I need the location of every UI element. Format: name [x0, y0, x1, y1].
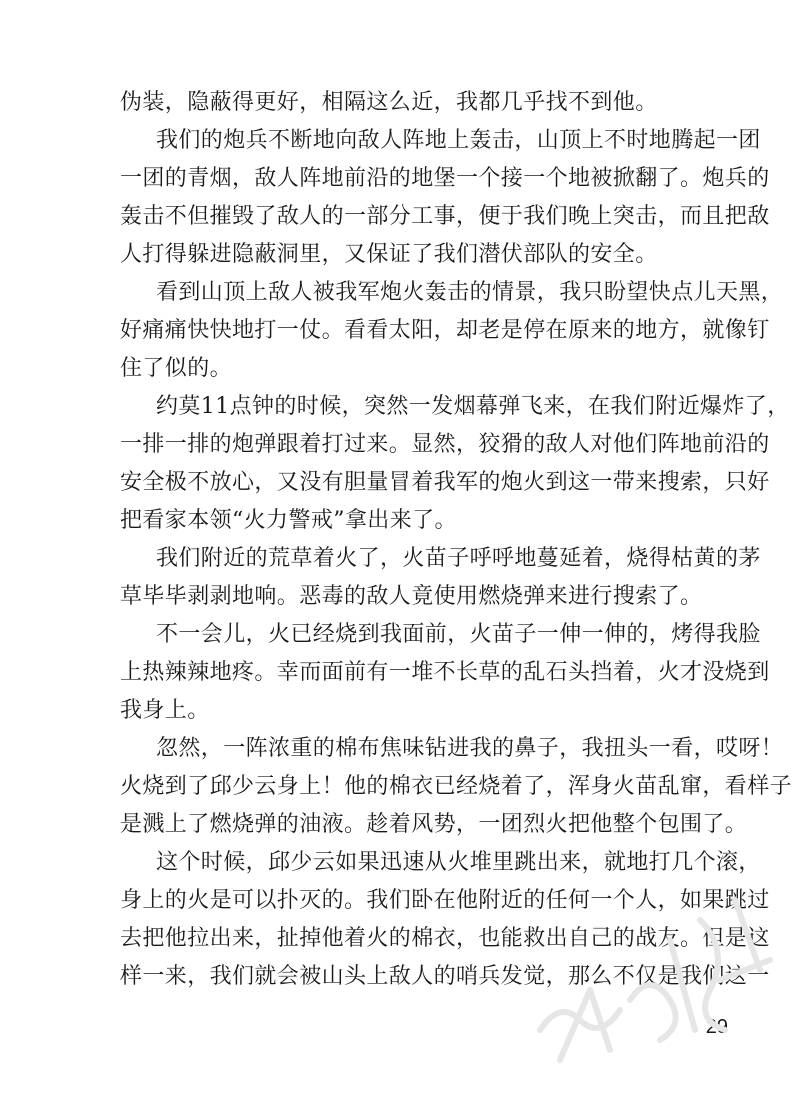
text-line: 这个时候，邱少云如果迅速从火堆里跳出来，就地打几个滚，: [156, 850, 761, 875]
text-line: 把看家本领“火力警戒”拿出来了。: [120, 508, 457, 533]
page-number: 29: [705, 1016, 728, 1038]
text-line: 火烧到了邱少云身上！他的棉衣已经烧着了，浑身火苗乱窜，看样子: [120, 774, 793, 799]
text-line: 约莫11点钟的时候，突然一发烟幕弹飞来，在我们附近爆炸了，: [156, 394, 790, 419]
text-line: 忽然，一阵浓重的棉布焦味钻进我的鼻子，我扭头一看，哎呀！: [156, 736, 784, 761]
text-line: 人打得躲进隐蔽洞里，又保证了我们潜伏部队的安全。: [120, 242, 658, 267]
text-line: 一排一排的炮弹跟着打过来。显然，狡猾的敌人对他们阵地前沿的: [120, 432, 770, 457]
text-line: 去把他拉出来，扯掉他着火的棉衣，也能救出自己的战友。但是这: [120, 926, 770, 951]
text-line: 伪装，隐蔽得更好，相隔这么近，我都几乎找不到他。: [120, 90, 658, 115]
body-text: [120, 84, 793, 996]
text-line: 样一来，我们就会被山头上敌人的哨兵发觉，那么不仅是我们这一: [120, 964, 770, 989]
text-line: 我们的炮兵不断地向敌人阵地上轰击，山顶上不时地腾起一团: [156, 128, 761, 153]
text-line: 好痛痛快快地打一仗。看看太阳，却老是停在原来的地方，就像钉: [120, 318, 770, 343]
text-line: 安全极不放心，又没有胆量冒着我军的炮火到这一带来搜索，只好: [120, 470, 770, 495]
text-line: 看到山顶上敌人被我军炮火轰击的情景，我只盼望快点儿天黑，: [156, 280, 784, 305]
text-line: 我身上。: [120, 698, 210, 723]
text-line: 身上的火是可以扑灭的。我们卧在他附近的任何一个人，如果跳过: [120, 888, 770, 913]
text-line: 轰击不但摧毁了敌人的一部分工事，便于我们晚上突击，而且把敌: [120, 204, 770, 229]
text-line: 草毕毕剥剥地响。恶毒的敌人竟使用燃烧弹来进行搜索了。: [120, 584, 703, 609]
text-line: 是溅上了燃烧弹的油液。趁着风势，一团烈火把他整个包围了。: [120, 812, 748, 837]
text-line: 住了似的。: [120, 356, 233, 381]
text-line: 上热辣辣地疼。幸而面前有一堆不长草的乱石头挡着，火才没烧到: [120, 660, 770, 685]
text-line: 一团的青烟，敌人阵地前沿的地堡一个接一个地被掀翻了。炮兵的: [120, 166, 770, 191]
text-line: 我们附近的荒草着火了，火苗子呼呼地蔓延着，烧得枯黄的茅: [156, 546, 761, 571]
text-line: 不一会儿，火已经烧到我面前，火苗子一伸一伸的，烤得我脸: [156, 622, 761, 647]
